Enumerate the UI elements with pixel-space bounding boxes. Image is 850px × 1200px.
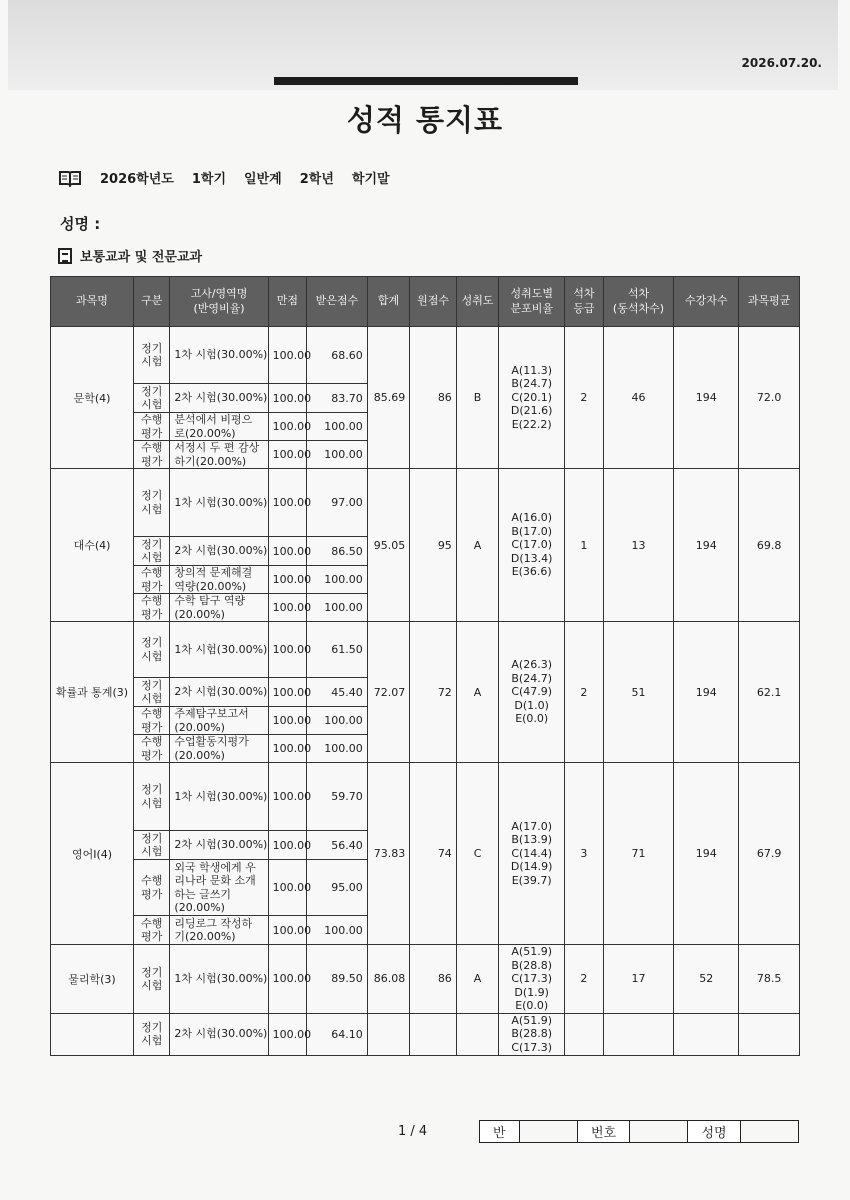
grade: 2학년 (299, 172, 334, 187)
assessment-type: 정기 시험 (133, 469, 169, 537)
subject-average: 69.8 (739, 469, 800, 622)
students-count: 194 (674, 327, 739, 469)
grades-table (50, 276, 800, 1056)
rank-grade-empty (565, 1013, 603, 1055)
header-cell: 구분 (133, 277, 169, 327)
received-score: 95.00 (307, 860, 368, 916)
raw-score-empty (410, 1013, 457, 1055)
exam-name: 창의적 문제해결 역량(20.00%) (170, 566, 268, 594)
total-score: 73.83 (367, 763, 410, 945)
table-row (51, 763, 800, 831)
exam-name: 분석에서 비평으 로(20.00%) (170, 413, 268, 441)
table-row (51, 327, 800, 384)
subject-name: 물리학(3) (51, 945, 134, 1014)
exam-name: 1차 시험(30.00%) (170, 945, 268, 1014)
header-cell: 과목명 (51, 277, 134, 327)
document-icon (58, 248, 72, 264)
max-score: 100.00 (268, 413, 306, 441)
assessment-type: 수행 평가 (133, 916, 169, 945)
table-header (51, 277, 800, 327)
exam-name: 1차 시험(30.00%) (170, 469, 268, 537)
max-score: 100.00 (268, 537, 306, 566)
distribution-ratio: A(11.3) B(24.7) C(20.1) D(21.6) E(22.2) (499, 327, 565, 469)
exam-name: 1차 시험(30.00%) (170, 327, 268, 384)
assessment-type: 정기 시험 (133, 327, 169, 384)
student-name-label: 성명 : (60, 215, 101, 233)
exam-name: 2차 시험(30.00%) (170, 831, 268, 860)
assessment-type: 정기 시험 (133, 678, 169, 707)
subject-average-empty (739, 1013, 800, 1055)
exam-name: 서정시 두 편 감상 하기(20.00%) (170, 441, 268, 469)
received-score: 56.40 (307, 831, 368, 860)
max-score: 100.00 (268, 945, 306, 1014)
achievement-level: A (456, 469, 499, 622)
max-score: 100.00 (268, 860, 306, 916)
rank-grade: 2 (565, 327, 603, 469)
exam-name: 주제탐구보고서 (20.00%) (170, 707, 268, 735)
header-cell: 성취도 (456, 277, 499, 327)
received-score: 100.00 (307, 413, 368, 441)
achievement-level: A (456, 622, 499, 763)
achievement-level: A (456, 945, 499, 1014)
received-score: 100.00 (307, 735, 368, 763)
max-score: 100.00 (268, 594, 306, 622)
students-count-empty (674, 1013, 739, 1055)
footer (0, 1120, 850, 1144)
rank: 17 (603, 945, 674, 1014)
exam-name: 2차 시험(30.00%) (170, 537, 268, 566)
table-row (51, 1013, 800, 1055)
max-score: 100.00 (268, 831, 306, 860)
total-score: 95.05 (367, 469, 410, 622)
header-cell: 석차 (동석차수) (603, 277, 674, 327)
table-row (51, 622, 800, 678)
assessment-type: 정기 시험 (133, 945, 169, 1014)
table-body (51, 327, 800, 1056)
class-field (520, 1121, 578, 1142)
subject-name: 확률과 통계(3) (51, 622, 134, 763)
header-cell: 고사/영역명 (반영비율) (170, 277, 268, 327)
assessment-type: 수행 평가 (133, 707, 169, 735)
subject-average: 72.0 (739, 327, 800, 469)
school-year: 2026학년도 (100, 172, 174, 187)
exam-name: 수업활동지평가 (20.00%) (170, 735, 268, 763)
assessment-type: 수행 평가 (133, 441, 169, 469)
rank-grade: 2 (565, 945, 603, 1014)
received-score: 97.00 (307, 469, 368, 537)
total-score: 72.07 (367, 622, 410, 763)
max-score: 100.00 (268, 327, 306, 384)
subject-name-empty (51, 1013, 134, 1055)
achievement-level: C (456, 763, 499, 945)
page-title: 성적 통지표 (346, 103, 504, 137)
rank: 71 (603, 763, 674, 945)
exam-name: 2차 시험(30.00%) (170, 678, 268, 707)
header-cell: 합계 (367, 277, 410, 327)
header-cell: 수강자수 (674, 277, 739, 327)
received-score: 100.00 (307, 707, 368, 735)
assessment-type: 정기 시험 (133, 763, 169, 831)
name-field (741, 1121, 798, 1142)
distribution-ratio: A(51.9) B(28.8) C(17.3) (499, 1013, 565, 1055)
exam-name: 외국 학생에게 우 리나라 문화 소개 하는 글쓰기 (20.00%) (170, 860, 268, 916)
received-score: 64.10 (307, 1013, 368, 1055)
header-cell: 만점 (268, 277, 306, 327)
subject-average: 78.5 (739, 945, 800, 1014)
section-heading (58, 246, 202, 265)
assessment-type: 수행 평가 (133, 860, 169, 916)
name-label: 성명 (688, 1121, 740, 1142)
subject-average: 62.1 (739, 622, 800, 763)
exam-name: 2차 시험(30.00%) (170, 384, 268, 413)
assessment-type: 수행 평가 (133, 735, 169, 763)
received-score: 100.00 (307, 594, 368, 622)
received-score: 59.70 (307, 763, 368, 831)
school-info (58, 168, 408, 187)
total-score-empty (367, 1013, 410, 1055)
assessment-type: 정기 시험 (133, 384, 169, 413)
student-id-box (479, 1120, 799, 1143)
max-score: 100.00 (268, 622, 306, 678)
received-score: 100.00 (307, 441, 368, 469)
exam-name: 수학 탐구 역량 (20.00%) (170, 594, 268, 622)
distribution-ratio: A(26.3) B(24.7) C(47.9) D(1.0) E(0.0) (499, 622, 565, 763)
header-cell: 과목평균 (739, 277, 800, 327)
students-count: 52 (674, 945, 739, 1014)
subject-name: 영어Ⅰ(4) (51, 763, 134, 945)
assessment-type: 수행 평가 (133, 413, 169, 441)
received-score: 45.40 (307, 678, 368, 707)
max-score: 100.00 (268, 707, 306, 735)
max-score: 100.00 (268, 916, 306, 945)
exam-name: 리딩로그 작성하 기(20.00%) (170, 916, 268, 945)
raw-score: 86 (410, 327, 457, 469)
max-score: 100.00 (268, 384, 306, 413)
header-cell: 성취도별 분포비율 (499, 277, 565, 327)
max-score: 100.00 (268, 441, 306, 469)
table-row (51, 945, 800, 1014)
subject-average: 67.9 (739, 763, 800, 945)
students-count: 194 (674, 763, 739, 945)
achievement-level: B (456, 327, 499, 469)
raw-score: 74 (410, 763, 457, 945)
students-count: 194 (674, 622, 739, 763)
header-cell: 원점수 (410, 277, 457, 327)
header-cell: 받은점수 (307, 277, 368, 327)
max-score: 100.00 (268, 735, 306, 763)
rank: 46 (603, 327, 674, 469)
title-rule (274, 77, 578, 85)
table-row (51, 469, 800, 537)
subject-name: 문학(4) (51, 327, 134, 469)
track: 일반계 (244, 172, 282, 187)
term: 학기말 (351, 172, 390, 187)
rank-empty (603, 1013, 674, 1055)
max-score: 100.00 (268, 566, 306, 594)
distribution-ratio: A(51.9) B(28.8) C(17.3) D(1.9) E(0.0) (499, 945, 565, 1014)
distribution-ratio: A(17.0) B(13.9) C(14.4) D(14.9) E(39.7) (499, 763, 565, 945)
students-count: 194 (674, 469, 739, 622)
assessment-type: 정기 시험 (133, 1013, 169, 1055)
number-label: 번호 (578, 1121, 630, 1142)
number-field (630, 1121, 688, 1142)
max-score: 100.00 (268, 763, 306, 831)
distribution-ratio: A(16.0) B(17.0) C(17.0) D(13.4) E(36.6) (499, 469, 565, 622)
semester: 1학기 (191, 172, 227, 187)
received-score: 86.50 (307, 537, 368, 566)
assessment-type: 정기 시험 (133, 622, 169, 678)
received-score: 100.00 (307, 566, 368, 594)
assessment-type: 정기 시험 (133, 831, 169, 860)
exam-name: 2차 시험(30.00%) (170, 1013, 268, 1055)
total-score: 86.08 (367, 945, 410, 1014)
raw-score: 86 (410, 945, 457, 1014)
book-icon (58, 169, 82, 187)
rank-grade: 3 (565, 763, 603, 945)
section-title: 보통교과 및 전문교과 (80, 250, 203, 265)
header-cell: 석차 등급 (565, 277, 603, 327)
assessment-type: 수행 평가 (133, 566, 169, 594)
total-score: 85.69 (367, 327, 410, 469)
achievement-level-empty (456, 1013, 499, 1055)
assessment-type: 수행 평가 (133, 594, 169, 622)
received-score: 89.50 (307, 945, 368, 1014)
received-score: 68.60 (307, 327, 368, 384)
received-score: 100.00 (307, 916, 368, 945)
max-score: 100.00 (268, 678, 306, 707)
max-score: 100.00 (268, 1013, 306, 1055)
rank-grade: 1 (565, 469, 603, 622)
received-score: 83.70 (307, 384, 368, 413)
class-label: 반 (480, 1121, 520, 1142)
exam-name: 1차 시험(30.00%) (170, 622, 268, 678)
rank: 13 (603, 469, 674, 622)
rank-grade: 2 (565, 622, 603, 763)
subject-name: 대수(4) (51, 469, 134, 622)
issue-date: 2026.07.20. (741, 56, 822, 70)
raw-score: 72 (410, 622, 457, 763)
raw-score: 95 (410, 469, 457, 622)
received-score: 61.50 (307, 622, 368, 678)
max-score: 100.00 (268, 469, 306, 537)
assessment-type: 정기 시험 (133, 537, 169, 566)
page-number: 1 / 4 (398, 1124, 428, 1139)
exam-name: 1차 시험(30.00%) (170, 763, 268, 831)
rank: 51 (603, 622, 674, 763)
